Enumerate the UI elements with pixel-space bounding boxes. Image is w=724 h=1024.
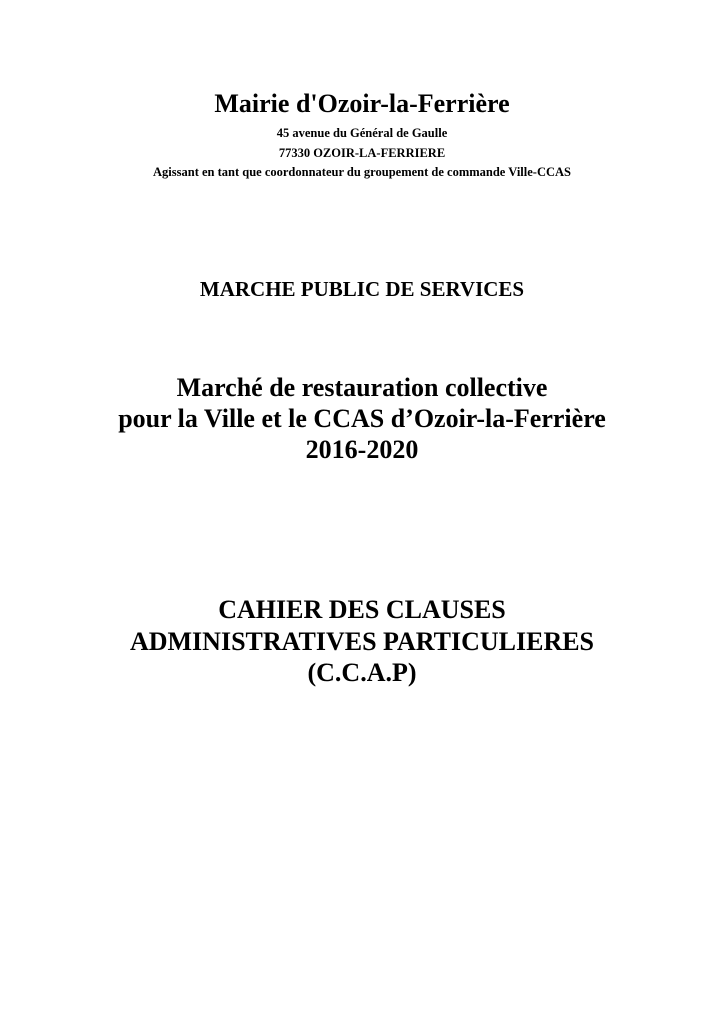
- market-type-heading: MARCHE PUBLIC DE SERVICES: [199, 277, 525, 301]
- document-title-block: [0, 594, 724, 689]
- document-abbreviation: (C.C.A.P): [307, 658, 417, 687]
- document-title-line-1: CAHIER DES CLAUSES: [218, 595, 506, 624]
- address-line: 45 avenue du Général de Gaulle: [276, 126, 448, 140]
- subject-line-2: pour la Ville et le CCAS d’Ozoir-la-Ferrière: [118, 404, 606, 433]
- subject-period: 2016-2020: [305, 435, 419, 464]
- subject-line-1: Marché de restauration collective: [176, 373, 548, 402]
- coordinator-line: Agissant en tant que coordonnateur du groupement de commande Ville-CCAS: [153, 165, 571, 179]
- document-title-line-2: ADMINISTRATIVES PARTICULIERES: [129, 626, 595, 656]
- mayor-title: Mairie d'Ozoir-la-Ferrière: [214, 89, 510, 118]
- city-line: 77330 OZOIR-LA-FERRIERE: [278, 146, 446, 160]
- subject-block: [0, 372, 724, 465]
